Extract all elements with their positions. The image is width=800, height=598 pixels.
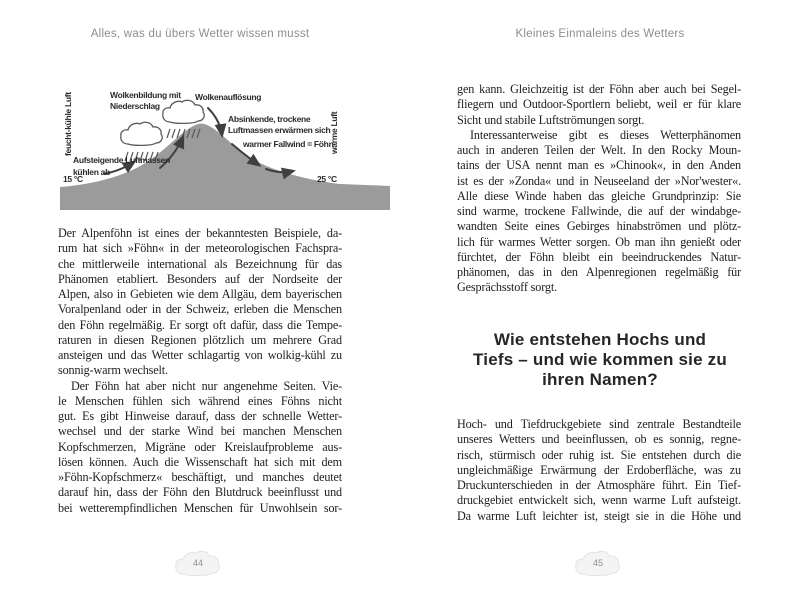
text-line: sind warme, trockene Fallwinde, die auf der windabge- [457, 204, 741, 218]
text-line: Der Föhn hat aber nicht nur angenehme Seiten. Vie- [71, 378, 342, 393]
page-number-left: 44 [192, 558, 204, 568]
text-line: Hoch- und Tiefdruckgebiete sind zentrale Bestandteile [457, 417, 741, 431]
text-line: Druckunterschieden in der Atmosphäre führt. Ein Tief- [457, 478, 741, 492]
label-rising-air-line2: kühlen ab [73, 167, 110, 177]
foehn-mechanism-diagram [38, 76, 390, 210]
label-cloud-dissolution: Wolkenauflösung [195, 92, 262, 102]
body-text-right-top [457, 82, 741, 296]
page-number-right: 45 [592, 558, 604, 568]
running-header-right: Kleines Einmaleins des Wetters [515, 28, 685, 40]
text-line: phänomen, das in den Alpenregionen regelmäßig für [457, 265, 741, 279]
label-sinking-air-line2: Luftmassen erwärmen sich [228, 125, 331, 135]
text-line: Voralpenland oder in der Schweiz, erleben die Menschen [58, 302, 342, 317]
page-number-cloud-left [172, 548, 224, 578]
text-line: gut. Es gibt Hinweise darauf, dass der schnelle Wetter- [58, 409, 342, 423]
text-line: tains der USA nennt man es »Chinook«, in den Anden [457, 158, 741, 173]
text-line: druckgebiet entwickelt sich, wenn warme Luft aufsteigt. [457, 493, 741, 508]
label-moist-cool-air: feucht-kühle Luft [63, 92, 73, 156]
label-warm-air: warme Luft [329, 111, 339, 154]
text-line: raturen in diesen Regionen plötzlich um mehrere Grad [58, 332, 342, 347]
text-line: bei wetterempfindlichen Menschen für Unwohlsein sor- [58, 500, 342, 515]
text-line: lich für warmes Wetter sorgen. Ob man ihn genießt oder [457, 234, 741, 249]
text-line: sonnig-warm wechselt. [58, 363, 168, 378]
body-text-left [58, 226, 342, 516]
text-line: Kopfschmerzen, Migräne oder Kreislaufprobleme aus- [58, 439, 342, 454]
text-line: Gesprächsstoff sorgt. [457, 280, 557, 295]
section-heading-line1: Wie entstehen Hochs und [493, 330, 707, 349]
label-rising-air-line1: Aufsteigende Luftmassen [73, 155, 171, 165]
text-line: Da warme Luft leichter ist, steigt sie in die Höhe und [457, 508, 741, 523]
label-cloud-formation-line2: Niederschlag [110, 101, 160, 111]
text-line: ungleichmäßige Erwärmung der Erdoberfläche, was zu [457, 462, 741, 477]
text-line: lösen können. Auch die Wissenschaft hat sich mit dem [58, 454, 342, 469]
text-line: Alle diese Winde haben das gleiche Grundprinzip: Sie [457, 188, 741, 203]
section-heading-line3: ihren Namen? [542, 370, 658, 389]
text-line: Sicht und stabile Luftströmungen sorgt. [457, 112, 645, 127]
text-line: den Föhn regelmäßig. Er sorgt oft dafür, dass die Tempe- [58, 317, 342, 332]
text-line: auch in anderen Teilen der Welt. In den Rocky Moun- [457, 143, 741, 157]
section-heading-line2: Tiefs – und wie kommen sie zu [473, 350, 727, 369]
label-temp-left: 15 °C [63, 174, 83, 184]
text-line: Interessanterweise gibt es dieses Wetterphänomen [470, 127, 741, 142]
text-line: rum hat sich »Föhn« in der meteorologischen Fachspra- [58, 241, 342, 256]
label-cloud-formation-line1: Wolkenbildung mit [110, 90, 181, 100]
text-line: risch, stürmisch oder ruhig ist. Sie entstehen durch die [457, 447, 741, 462]
label-sinking-air-line1: Absinkende, trockene [228, 114, 311, 124]
text-line: le Menschen fühlen sich während eines Föhns nicht [58, 393, 342, 408]
text-line: Der Alpenföhn ist eines der bekanntesten Beispiele, da- [58, 226, 342, 240]
text-line: wechsel und der starke Wind bei manchen Menschen [58, 424, 342, 439]
text-line: ansteigen und das Wetter schlagartig von wolkig-kühl zu [58, 348, 342, 362]
text-line: fürchtet, der Föhn bleibt ein beeindruckendes Natur- [457, 249, 741, 264]
label-temp-right: 25 °C [317, 174, 337, 184]
text-line: fliegern und Outdoor-Sportlern beliebt, weil er für klare [457, 97, 741, 112]
label-fallwind: warmer Fallwind = Föhn [243, 139, 334, 149]
text-line: unseres Wetters und beeinflussen, ob es sonnig, regne- [457, 432, 741, 447]
text-line: Phänomen etabliert. Besonders auf der Nordseite der [58, 271, 342, 286]
text-line: Alpen, also in Gebieten wie dem Allgäu, dem bayerischen [58, 287, 342, 301]
running-header-left: Alles, was du übers Wetter wissen musst [90, 28, 310, 40]
text-line: ist es der »Zonda« und in Neuseeland der »Nor'wester«. [457, 173, 741, 188]
text-line: »Föhn-Kopfschmerz« beschäftigt, und manches deutet [58, 470, 342, 484]
text-line: che mittlerweile international als Bezeichnung für das [58, 256, 342, 271]
text-line: wandten Seite eines Gebirges hinabströmen und plötz- [457, 219, 741, 234]
body-text-right-bottom [457, 417, 741, 524]
page-number-cloud-right [572, 548, 624, 578]
text-line: darauf hin, dass der Föhn den Blutdruck beeinflusst und [58, 485, 342, 500]
text-line: gen kann. Gleichzeitig ist der Föhn aber auch bei Segel- [457, 82, 741, 96]
section-heading [430, 330, 770, 390]
